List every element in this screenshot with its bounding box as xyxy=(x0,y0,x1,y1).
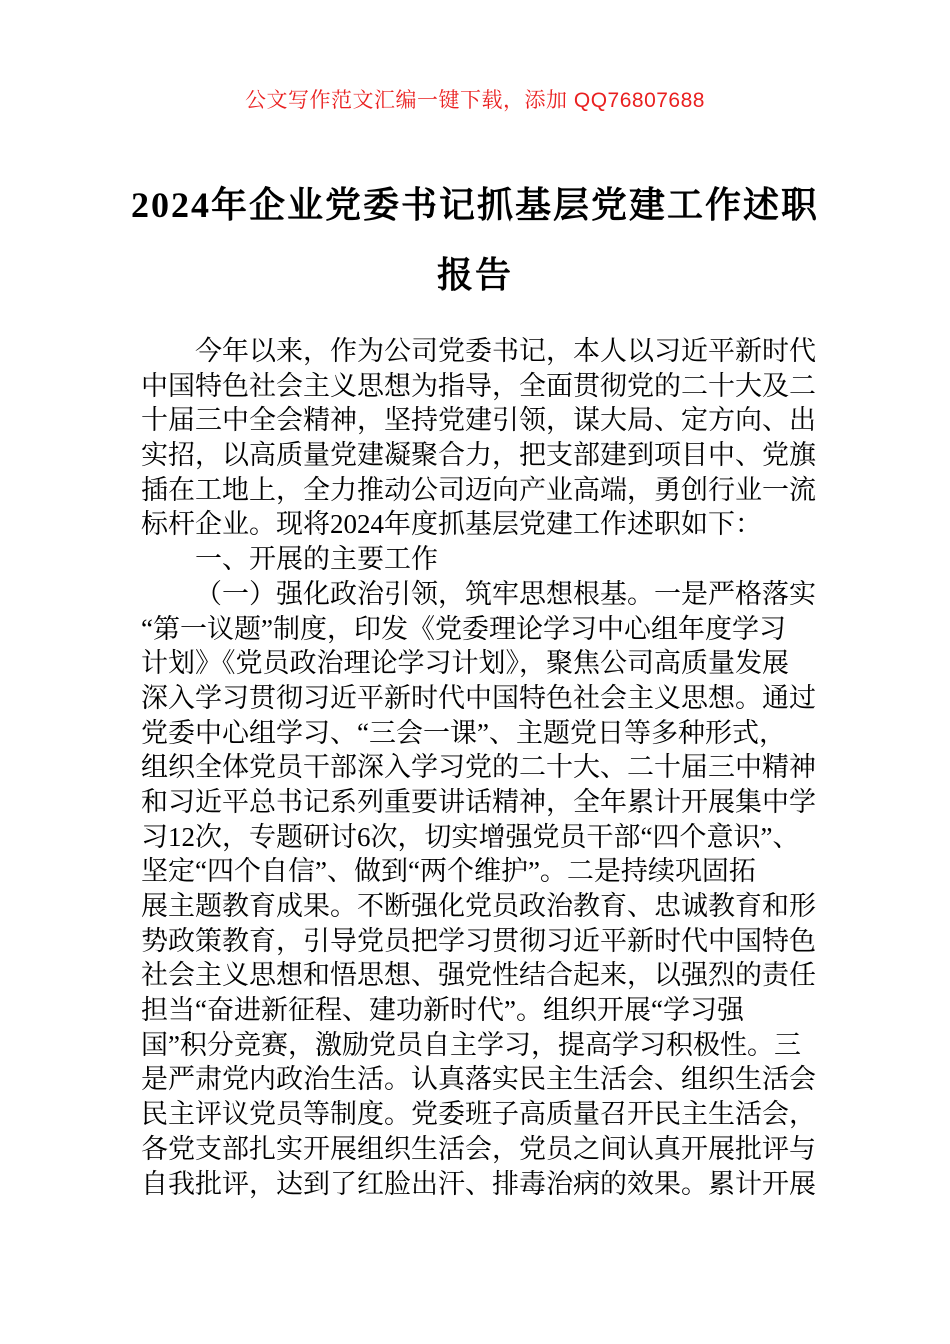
body-line: 十届三中全会精神，坚持党建引领，谋大局、定方向、出 xyxy=(141,405,816,436)
body-line: 今年以来，作为公司党委书记，本人以习近平新时代 xyxy=(195,336,816,366)
body-line: 深入学习贯彻习近平新时代中国特色社会主义思想。通过 xyxy=(141,682,816,713)
body-line: “第一议题”制度，印发《党委理论学习中心组年度学习 xyxy=(141,613,786,644)
body-line: 和习近平总书记系列重要讲话精神，全年累计开展集中学 xyxy=(141,786,816,817)
body-line: 组织全体党员干部深入学习党的二十大、二十届三中精神 xyxy=(141,752,816,783)
body-line: 坚定“四个自信”、做到“两个维护”。二是持续巩固拓 xyxy=(141,856,756,887)
title-line: 2024年企业党委书记抓基层党建工作述职 xyxy=(130,185,819,225)
body-line: 实招，以高质量党建凝聚合力，把支部建到项目中、党旗 xyxy=(141,440,816,471)
body-line: 展主题教育成果。不断强化党员政治教育、忠诚教育和形 xyxy=(141,891,816,921)
body-line: 一、开展的主要工作 xyxy=(195,544,438,575)
body-line: （一）强化政治引领，筑牢思想根基。一是严格落实 xyxy=(195,578,816,609)
body-line: 自我批评，达到了红脸出汗、排毒治病的效果。累计开展 xyxy=(141,1168,816,1199)
body-line: 插在工地上，全力推动公司迈向产业高端，勇创行业一流 xyxy=(141,474,816,505)
body-line: 标杆企业。现将2024年度抓基层党建工作述职如下： xyxy=(141,509,762,540)
document-body xyxy=(141,334,816,1201)
body-line: 党委中心组学习、“三会一课”、主题党日等多种形式， xyxy=(141,717,786,748)
body-line: 社会主义思想和悟思想、强党性结合起来，以强烈的责任 xyxy=(141,960,816,991)
title-line: 报告 xyxy=(436,255,513,295)
body-line: 担当“奋进新征程、建功新时代”。组织开展“学习强 xyxy=(141,995,744,1026)
body-line: 习12次，专题研讨6次，切实增强党员干部“四个意识”、 xyxy=(141,821,800,852)
body-line: 国”积分竞赛，激励党员自主学习，提高学习积极性。三 xyxy=(141,1029,801,1060)
body-line: 计划》《党员政治理论学习计划》，聚焦公司高质量发展 xyxy=(141,648,789,679)
body-line: 民主评议党员等制度。党委班子高质量召开民主生活会， xyxy=(141,1099,816,1130)
body-line: 中国特色社会主义思想为指导，全面贯彻党的二十大及二 xyxy=(141,370,816,401)
body-line: 是严肃党内政治生活。认真落实民主生活会、组织生活会 xyxy=(141,1064,816,1095)
promo-notice: 公文写作范文汇编一键下载，添加 QQ76807688 xyxy=(245,89,705,112)
body-line: 势政策教育，引导党员把学习贯彻习近平新时代中国特色 xyxy=(141,925,816,956)
body-line: 各党支部扎实开展组织生活会，党员之间认真开展批评与 xyxy=(141,1133,816,1164)
document-title xyxy=(0,170,950,310)
